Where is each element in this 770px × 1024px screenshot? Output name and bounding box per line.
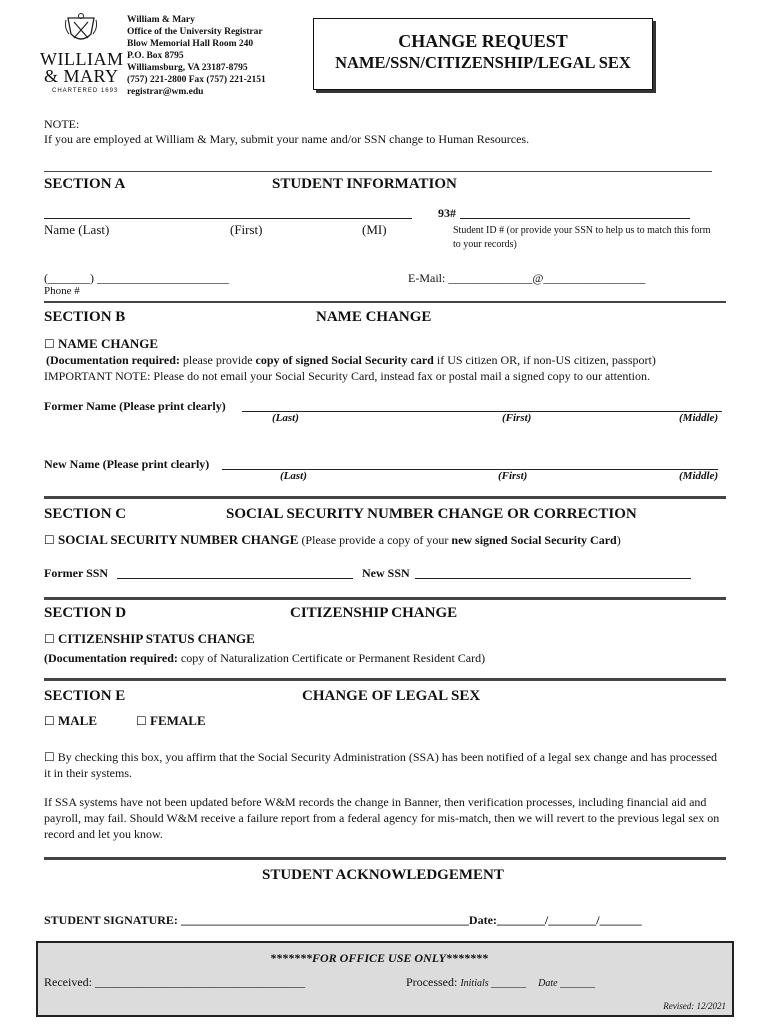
form-title-line1: CHANGE REQUEST	[398, 31, 568, 51]
office-use-box	[36, 941, 734, 1017]
checkbox-icon[interactable]: ☐	[136, 714, 147, 728]
signature-line[interactable]: STUDENT SIGNATURE: ________________________________________________Date:________/________/_______	[44, 913, 642, 927]
name-mi-label: (MI)	[362, 222, 387, 237]
female-checkbox-row[interactable]	[136, 713, 206, 729]
student-id-note: Student ID # (or provide your SSN to help us to match this form to your records)	[453, 225, 711, 250]
received-field[interactable]: Received: ___________________________________	[44, 975, 305, 989]
checkbox-icon[interactable]: ☐	[44, 750, 55, 764]
former-name-label: Former Name (Please print clearly)	[44, 399, 226, 413]
address-line: Office of the University Registrar	[127, 27, 263, 37]
phone-input-line[interactable]: (_______) ______________________	[44, 271, 229, 285]
section-e-title: CHANGE OF LEGAL SEX	[302, 688, 481, 704]
section-e-label: SECTION E	[44, 688, 126, 704]
citizenship-checkbox-row[interactable]	[44, 631, 255, 647]
ssn-note-bold: new signed Social Security Card	[451, 533, 617, 547]
doc-bold: copy of signed Social Security card	[255, 353, 434, 367]
ssn-change-checkbox-row[interactable]	[44, 532, 621, 548]
new-sub-last: (Last)	[280, 470, 307, 482]
ssa-affirm-row[interactable]	[44, 749, 724, 781]
phone-label: Phone #	[44, 285, 80, 297]
initials-field[interactable]: Initials _______	[460, 978, 527, 989]
former-sub-first: (First)	[502, 412, 532, 424]
processed-label: Processed:	[406, 975, 458, 989]
former-name-input-line[interactable]	[242, 411, 722, 412]
ssa-affirm-text: By checking this box, you affirm that the Social Security Administration (SSA) has been notified of a legal sex change and has processed it in their systems.	[44, 750, 718, 780]
ssa-note: If SSA systems have not been updated before W&M records the change in Banner, then verification processes, including financial aid and payroll, may fail. Should W&M receive a failure report from a federal agency for mis-match, then we will revert to the previous legal sex on record and let you know.	[44, 795, 720, 841]
male-label: MALE	[58, 713, 98, 728]
ssn-change-label: SOCIAL SECURITY NUMBER CHANGE	[58, 532, 299, 547]
citizenship-label: CITIZENSHIP STATUS CHANGE	[58, 631, 255, 646]
email-input-line[interactable]: E-Mail: ______________@_________________	[408, 271, 646, 285]
new-ssn-input-line[interactable]	[415, 578, 691, 579]
processed-field[interactable]	[406, 975, 595, 990]
section-d-title: CITIZENSHIP CHANGE	[290, 605, 458, 621]
section-c-label: SECTION C	[44, 506, 127, 522]
name-input-line[interactable]	[44, 218, 412, 219]
section-a-divider	[44, 171, 712, 172]
new-name-label: New Name (Please print clearly)	[44, 457, 210, 471]
doc-required-label: (Documentation required:	[44, 651, 178, 665]
section-c-title: SOCIAL SECURITY NUMBER CHANGE OR CORRECTION	[226, 506, 637, 522]
doc-required-label: (Documentation required:	[46, 353, 180, 367]
ssn-note-plain: (Please provide a copy of your	[298, 533, 452, 547]
office-use-title: *******FOR OFFICE USE ONLY*******	[270, 951, 488, 965]
new-ssn-label: New SSN	[362, 566, 410, 580]
checkbox-icon[interactable]: ☐	[44, 632, 55, 646]
section-b-divider	[44, 301, 726, 303]
logo-line1: WILLIAM	[40, 49, 124, 69]
revised-date: Revised: 12/2021	[663, 1001, 726, 1011]
section-e-divider	[44, 678, 726, 681]
address-line: (757) 221-2800 Fax (757) 221-2151	[127, 75, 266, 85]
logo-line2: & MARY	[44, 66, 119, 86]
address-line: William & Mary	[127, 15, 195, 25]
female-label: FEMALE	[150, 713, 206, 728]
logo-chartered: CHARTERED 1693	[52, 88, 119, 94]
student-id-input-line[interactable]	[460, 218, 690, 219]
form-title-line2: NAME/SSN/CITIZENSHIP/LEGAL SEX	[335, 53, 631, 72]
university-logo	[40, 12, 125, 96]
checkbox-icon[interactable]: ☐	[44, 533, 55, 547]
name-last-label: Name (Last)	[44, 222, 110, 237]
section-d-divider	[44, 597, 726, 600]
name-change-checkbox-row[interactable]	[44, 336, 158, 352]
male-checkbox-row[interactable]	[44, 713, 97, 729]
address-line: Williamsburg, VA 23187-8795	[127, 63, 248, 73]
doc-text: please provide	[179, 353, 256, 367]
former-sub-last: (Last)	[272, 412, 299, 424]
ack-divider	[44, 857, 726, 860]
name-change-doc-note	[46, 353, 656, 368]
former-ssn-input-line[interactable]	[117, 578, 353, 579]
doc-text: copy of Naturalization Certificate or Permanent Resident Card)	[177, 651, 486, 665]
checkbox-icon[interactable]: ☐	[44, 714, 55, 728]
name-change-label: NAME CHANGE	[58, 336, 159, 351]
citizenship-doc-note	[44, 651, 485, 666]
section-a-label: SECTION A	[44, 176, 126, 192]
name-first-label: (First)	[230, 222, 263, 237]
date-field[interactable]: Date _______	[538, 978, 596, 989]
registrar-address	[127, 14, 266, 98]
address-email: registrar@wm.edu	[127, 87, 204, 97]
student-id-prefix: 93#	[438, 206, 456, 220]
note-label: NOTE:	[44, 117, 80, 131]
section-a-title: STUDENT INFORMATION	[272, 176, 457, 192]
doc-text-end: if US citizen OR, if non-US citizen, passport)	[433, 353, 656, 367]
new-sub-middle: (Middle)	[679, 470, 719, 482]
important-note: IMPORTANT NOTE: Please do not email your Social Security Card, instead fax or postal mail a signed copy to our attention.	[44, 369, 650, 383]
section-b-label: SECTION B	[44, 309, 126, 325]
ssn-note-end: )	[616, 533, 621, 547]
former-sub-middle: (Middle)	[679, 412, 719, 424]
crest-icon	[64, 12, 98, 46]
ack-title: STUDENT ACKNOWLEDGEMENT	[262, 867, 504, 883]
new-sub-first: (First)	[498, 470, 528, 482]
form-title-box	[313, 18, 653, 90]
checkbox-icon[interactable]: ☐	[44, 337, 55, 351]
address-line: Blow Memorial Hall Room 240	[127, 39, 254, 49]
section-b-title: NAME CHANGE	[316, 309, 432, 325]
former-ssn-label: Former SSN	[44, 566, 109, 580]
address-line: P.O. Box 8795	[127, 51, 184, 61]
section-d-label: SECTION D	[44, 605, 127, 621]
note-text: If you are employed at William & Mary, submit your name and/or SSN change to Human Resources.	[44, 132, 530, 146]
section-c-divider	[44, 496, 726, 499]
